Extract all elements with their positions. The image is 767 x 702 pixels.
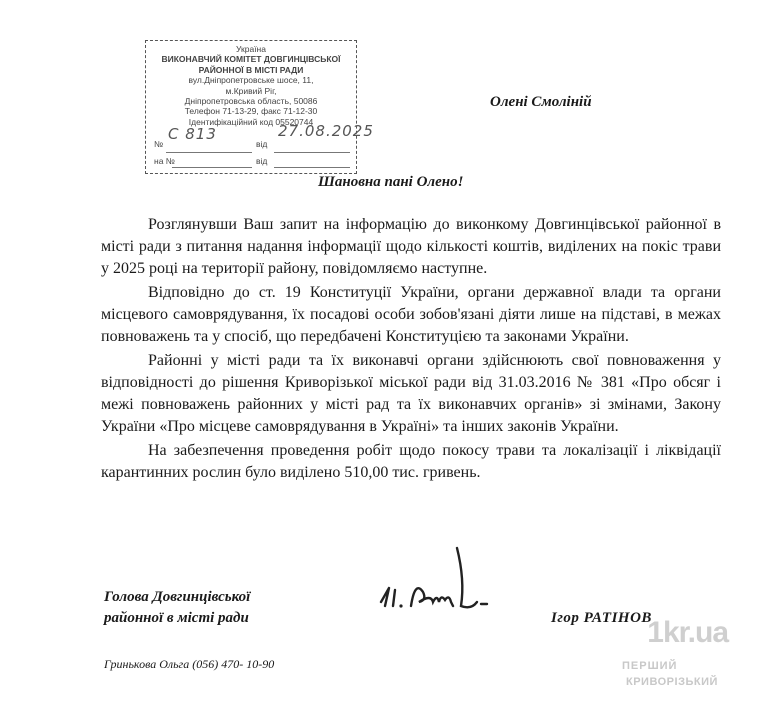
stamp-underline <box>172 167 252 168</box>
reg-date-handwritten: 27.08.2025 <box>278 122 374 140</box>
site-watermark <box>618 606 758 696</box>
paragraph: На забезпечення проведення робіт щодо покосу трави та локалізації і ліквідації карантинних рослин було виділено 510,00 тис. гривень. <box>101 442 721 481</box>
reg-number-prefix: № <box>154 139 164 149</box>
signatory-title-line: районної в місті ради <box>104 610 249 626</box>
paragraph: Розглянувши Ваш запит на інформацію до виконкому Довгинцівської районної в місті ради з питання надання інформації щодо кількості коштів, виділених на покіс трави у 2025 році на території району, повідомляємо наступне. <box>101 216 721 277</box>
stamp-underline <box>166 152 252 153</box>
paragraph: Районні у місті ради та їх виконавчі органи здійснюють свої повноваження у відповідності до рішення Криворізької міської ради від 31.03.2016 № 381 «Про обсяг і межі повноважень районних у місті рад та їх виконавчих органів» зі змінами, Закону України «Про місцеве самоврядування в Україні» та інших законів України. <box>101 352 721 435</box>
paragraph: Відповідно до ст. 19 Конституції України, органи державної влади та органи місцевого самоврядування, їх посадові особи зобов'язані діяти лише на підставі, в межах повноважень та у спосіб, що передбачені Конституцією та законами України. <box>101 284 721 345</box>
stamp-line: Телефон 71-13-29, факс 71-12-30 <box>184 106 318 117</box>
watermark-line: КРИВОРІЗЬКИЙ <box>626 676 718 688</box>
signatory-name: Ігор РАТІНОВ <box>551 610 652 626</box>
stamp-line: Україна <box>236 44 266 54</box>
watermark-logo: 1kr.ua <box>647 616 728 649</box>
reg-from-label: від <box>256 139 268 149</box>
stamp-line: Дніпропетровська область, 50086 <box>184 96 318 107</box>
stamp-line: вул.Дніпропетровське шосе, 11, <box>188 75 314 86</box>
in-reply-from-label: від <box>256 156 268 166</box>
greeting: Шановна пані Олено! <box>318 174 464 190</box>
stamp-line: ВИКОНАВЧИЙ КОМІТЕТ ДОВГИНЦІВСЬКОЇ <box>161 54 341 65</box>
registration-stamp <box>145 40 374 174</box>
letter-body <box>101 214 721 486</box>
recipient-name: Олені Смоліній <box>490 94 592 110</box>
watermark-line: ПЕРШИЙ <box>622 660 678 672</box>
signatory-title <box>104 587 250 629</box>
handwritten-signature <box>375 540 495 625</box>
signatory-title-line: Голова Довгинцівської <box>104 589 251 605</box>
reg-number-handwritten: С 813 <box>168 125 217 143</box>
stamp-underline <box>274 167 350 168</box>
stamp-line: РАЙОННОЇ В МІСТІ РАДИ <box>198 64 304 75</box>
executor-contact: Гринькова Ольга (056) 470- 10-90 <box>104 657 275 671</box>
stamp-underline <box>274 152 350 153</box>
stamp-line: Ідентифікаційний код 05520744 <box>188 116 314 127</box>
stamp-line: м.Кривий Ріг, <box>225 85 277 96</box>
in-reply-prefix: на № <box>154 156 175 166</box>
